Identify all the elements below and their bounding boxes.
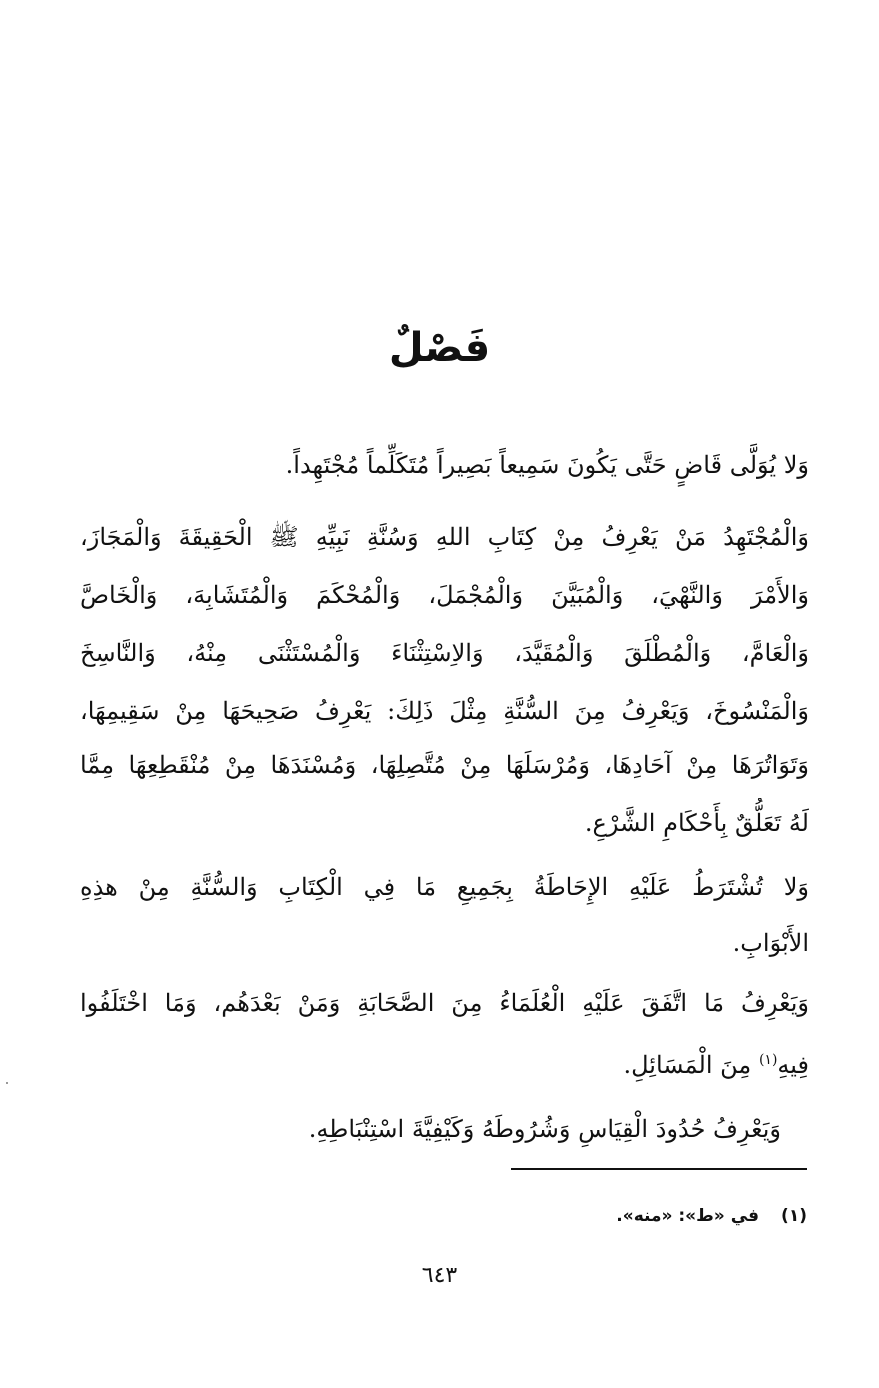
footnote-separator [511,1168,807,1170]
text-line-11 [80,1040,809,1090]
margin-mark [6,1082,8,1084]
footnote-marker[interactable]: (١) [758,1052,778,1068]
page-number: ٦٤٣ [421,1263,458,1288]
footnote-text: في «ط»: «منه». [616,1206,760,1226]
text-line-4: وَالْعَامَّ، وَالْمُطْلَقَ وَالْمُقَيَّدَ، وَالاِسْتِثْنَاءَ وَالْمُسْتَثْنَى مِنْهُ، وَالنَّاسِخَ [80,639,809,667]
footnote [80,1196,807,1236]
text-line-5: وَالْمَنْسُوخَ، وَيَعْرِفُ مِنَ السُّنَّةِ مِثْلَ ذَلِكَ: يَعْرِفُ صَحِيحَهَا مِنْ سَقِيمِهَا، [80,697,809,725]
text-line-3: وَالأَمْرَ وَالنَّهْيَ، وَالْمُبَيَّنَ وَالْمُجْمَلَ، وَالْمُحْكَمَ وَالْمُتَشَابِهَ، وَالْخَاصَّ [80,581,809,609]
text-line-8: وَلا تُشْتَرَطُ عَلَيْهِ الإِحَاطَةُ بِجَمِيعِ مَا فِي الْكِتَابِ وَالسُّنَّةِ مِنْ هذِهِ [80,873,809,901]
text-line-6: وَتَوَاتُرَهَا مِنْ آحَادِهَا، وَمُرْسَلَهَا مِنْ مُتَّصِلِهَا، وَمُسْنَدَهَا مِنْ مُنْقَطِعِهَا مِمَّا [80,751,809,779]
text-line-1: وَلا يُوَلَّى قَاضٍ حَتَّى يَكُونَ سَمِيعاً بَصِيراً مُتَكَلِّماً مُجْتَهِداً. [285,451,809,479]
text-line-7: لَهُ تَعَلُّقٌ بِأَحْكَامِ الشَّرْعِ. [584,809,809,837]
footnote-number: (١) [781,1206,807,1226]
text-line-2: وَالْمُجْتَهِدُ مَنْ يَعْرِفُ مِنْ كِتَابِ اللهِ وَسُنَّةِ نَبِيِّهِ ﷺ الْحَقِيقَةَ وَالْمَجَازَ، [80,523,809,551]
text-line-11-start: فِيهِ [777,1051,809,1079]
section-title: فَصْلٌ [388,325,491,371]
text-line-11-end: مِنَ الْمَسَائِلِ. [623,1051,752,1079]
text-line-12: وَيَعْرِفُ حُدُودَ الْقِيَاسِ وَشُرُوطَهُ وَكَيْفِيَّةَ اسْتِنْبَاطِهِ. [308,1115,781,1143]
text-line-10: وَيَعْرِفُ مَا اتَّفَقَ عَلَيْهِ الْعُلَمَاءُ مِنَ الصَّحَابَةِ وَمَنْ بَعْدَهُم، وَمَا اخْتَلَفُوا [80,989,809,1017]
text-line-9: الأَبْوَابِ. [732,929,809,957]
